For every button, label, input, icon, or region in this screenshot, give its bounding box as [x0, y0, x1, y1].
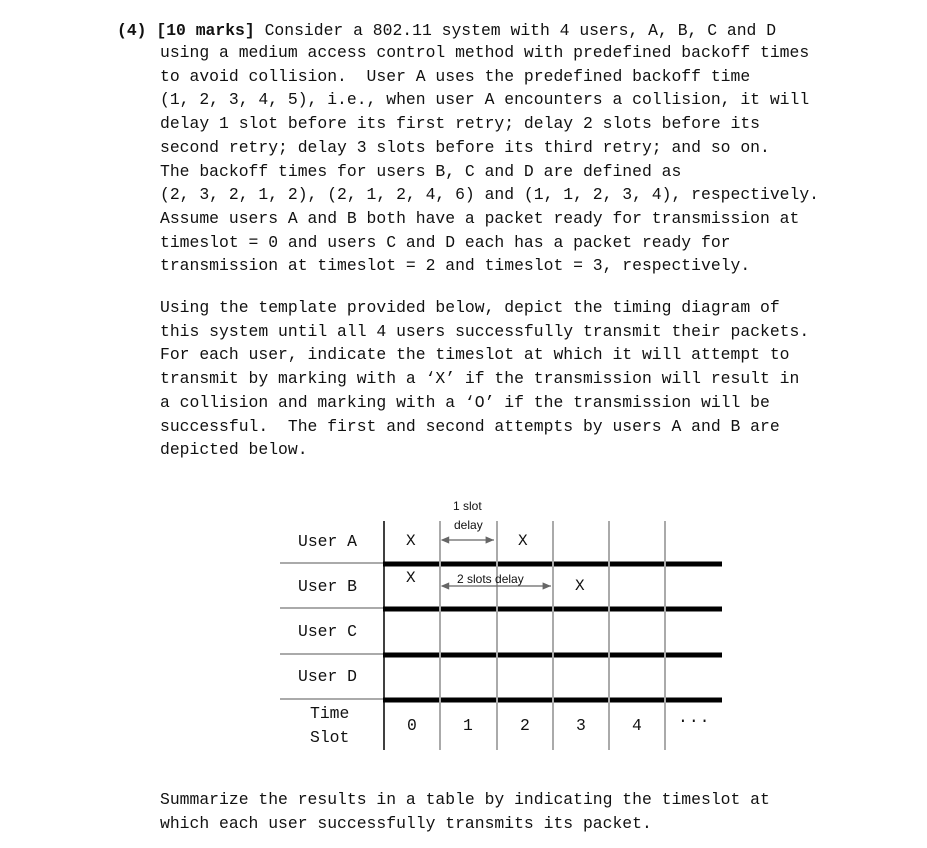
text-line: delay 1 slot before its first retry; delay 2 slots before its — [160, 114, 760, 134]
slot-number: 0 — [407, 716, 417, 735]
text-line: a collision and marking with a ‘O’ if the transmission will be — [160, 392, 770, 412]
question-number: (4) — [117, 21, 147, 40]
mark-user-b-slot-3: X — [575, 577, 585, 595]
question-marks: [10 marks] — [156, 21, 255, 40]
text-line: timeslot = 0 and users C and D each has a packet ready for — [160, 232, 731, 252]
mark-user-a-slot-2: X — [518, 532, 528, 550]
row-label-user-a: User A — [298, 532, 358, 551]
text-line: depicted below. — [160, 440, 308, 460]
text-line: second retry; delay 3 slots before its third retry; and so on. — [160, 137, 770, 157]
text-line: The backoff times for users B, C and D are defined as — [160, 161, 682, 181]
text-line: Summarize the results in a table by indicating the timeslot at — [160, 790, 770, 809]
question-intro: Consider a 802.11 system with 4 users, A, B, C and D — [264, 21, 777, 40]
text-line: Assume users A and B both have a packet ready for transmission at — [160, 208, 800, 228]
slot-number: 4 — [632, 716, 642, 735]
text-line: using a medium access control method with predefined backoff times — [160, 43, 810, 62]
text-line: successful. The first and second attempts by users A and B are — [160, 416, 780, 436]
slot-number: 3 — [576, 716, 586, 735]
annotation-2-slots-delay: 2 slots delay — [457, 572, 524, 586]
text-line: Using the template provided below, depict the timing diagram of — [160, 298, 780, 317]
text-line: transmit by marking with a ‘X’ if the transmission will result in — [160, 369, 800, 389]
row-label-user-d: User D — [298, 667, 358, 686]
annotation-delay: delay — [454, 518, 483, 532]
row-label-user-c: User C — [298, 622, 358, 641]
text-line: transmission at timeslot = 2 and timeslot = 3, respectively. — [160, 256, 751, 276]
row-label-slot: Slot — [310, 728, 350, 747]
text-line: (2, 3, 2, 1, 2), (2, 1, 2, 4, 6) and (1, 1, 2, 3, 4), respectively. — [160, 185, 820, 205]
slot-number: 1 — [463, 716, 473, 735]
text-line: which each user successfully transmits its packet. — [160, 813, 652, 833]
text-line: (1, 2, 3, 4, 5), i.e., when user A encounters a collision, it will — [160, 90, 810, 110]
slot-number: 2 — [520, 716, 530, 735]
mark-user-b-slot-0: X — [406, 569, 416, 587]
text-line: For each user, indicate the timeslot at which it will attempt to — [160, 345, 790, 365]
mark-user-a-slot-0: X — [406, 532, 416, 550]
row-label-user-b: User B — [298, 577, 358, 596]
text-line: this system until all 4 users successfully transmit their packets. — [160, 321, 810, 341]
text-line: to avoid collision. User A uses the predefined backoff time — [160, 66, 751, 86]
slot-ellipsis: ... — [678, 708, 711, 727]
row-label-time: Time — [310, 704, 350, 723]
annotation-1-slot: 1 slot — [453, 499, 482, 513]
